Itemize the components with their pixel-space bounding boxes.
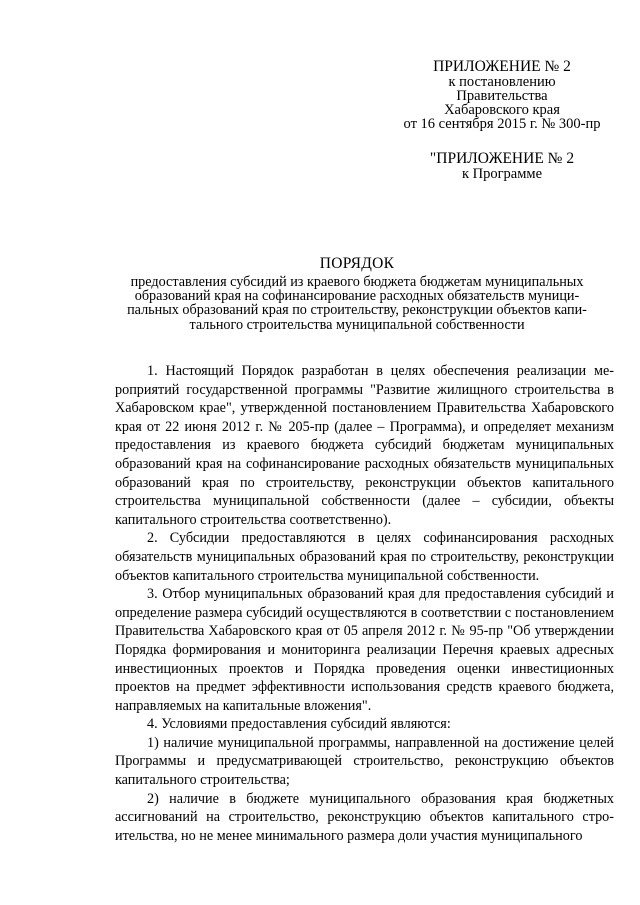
subtitle-line: тального строительства муниципальной собственности — [189, 316, 525, 333]
paragraph-1: 1. Настоящий Порядок разработан в целях обеспечения реализации мероприятий государственной программы "Развитие жилищного строительства в Хабаровском крае", утвержденной постановлением Правительства Хабаровского края от 22 июня 2012 г. № 205-пр (далее – Программа), и определяет механизм предоставления из краевого бюджета субсидий бюджетам муниципальных образований края на софинансирование расходных обязательств муниципальных образований края по строительству, реконструкции объектов капитального строительства муниципальной собственности (далее – субсидии, объекты капитального строительства соответственно). — [115, 363, 614, 528]
program-appendix-title: "ПРИЛОЖЕНИЕ № 2 — [429, 150, 575, 167]
paragraph-3: 3. Отбор муниципальных образований края для предоставления субсидий и определение размера субсидий осуществляются в соответствии с постановлением Правительства Хабаровского края от 05 апреля 2012 г. № 95-пр "Об утверждении Порядка формирования и мониторинга реализации Перечня краевых адресных инвестиционных проектов и Порядка проведения оценки инвестиционных проектов на предмет эффективности использования средств краевого бюджета, направляемых на капитальные вложения". — [115, 586, 614, 714]
appendix-title: ПРИЛОЖЕНИЕ № 2 — [433, 58, 571, 75]
program-appendix-header — [392, 150, 612, 181]
paragraph-4: 4. Условиями предоставления субсидий являются: — [147, 716, 451, 733]
document-subtitle — [100, 275, 614, 332]
subtitle-line: пальных образований края по строительству, реконструкции объектов капи- — [127, 302, 587, 319]
program-appendix-line: к Программе — [461, 166, 543, 182]
paragraph-4-item-2: 2) наличие в бюджете муниципального образования края бюджетных ассигнований на строительство, реконструкцию объектов капитального строительства, но не менее минимального размера доли участия муниципального — [115, 790, 614, 844]
appendix-line: к постановлению — [448, 74, 556, 90]
paragraph-4-item-1: 1) наличие муниципальной программы, направленной на достижение целей Программы и предусматривающей строительство, реконструкцию объектов капитального строительства; — [115, 734, 614, 789]
document-body — [115, 362, 614, 845]
appendix-date-line: от 16 сентября 2015 г. № 300-пр — [403, 116, 601, 132]
appendix-line: Правительства — [456, 88, 548, 104]
appendix-header — [392, 58, 612, 131]
appendix-line: Хабаровского края — [444, 102, 560, 118]
document-title: ПОРЯДОК — [319, 255, 395, 272]
paragraph-2: 2. Субсидии предоставляются в целях софинансирования расходных обязательств муниципальных образований края по строительству, реконструкции объектов капитального строительства муниципальной собственности. — [115, 530, 614, 584]
subtitle-line: предоставления субсидий из краевого бюджета бюджетам муниципальных — [130, 274, 584, 290]
subtitle-line: образований края на софинансирование расходных обязательств муници- — [134, 288, 580, 305]
